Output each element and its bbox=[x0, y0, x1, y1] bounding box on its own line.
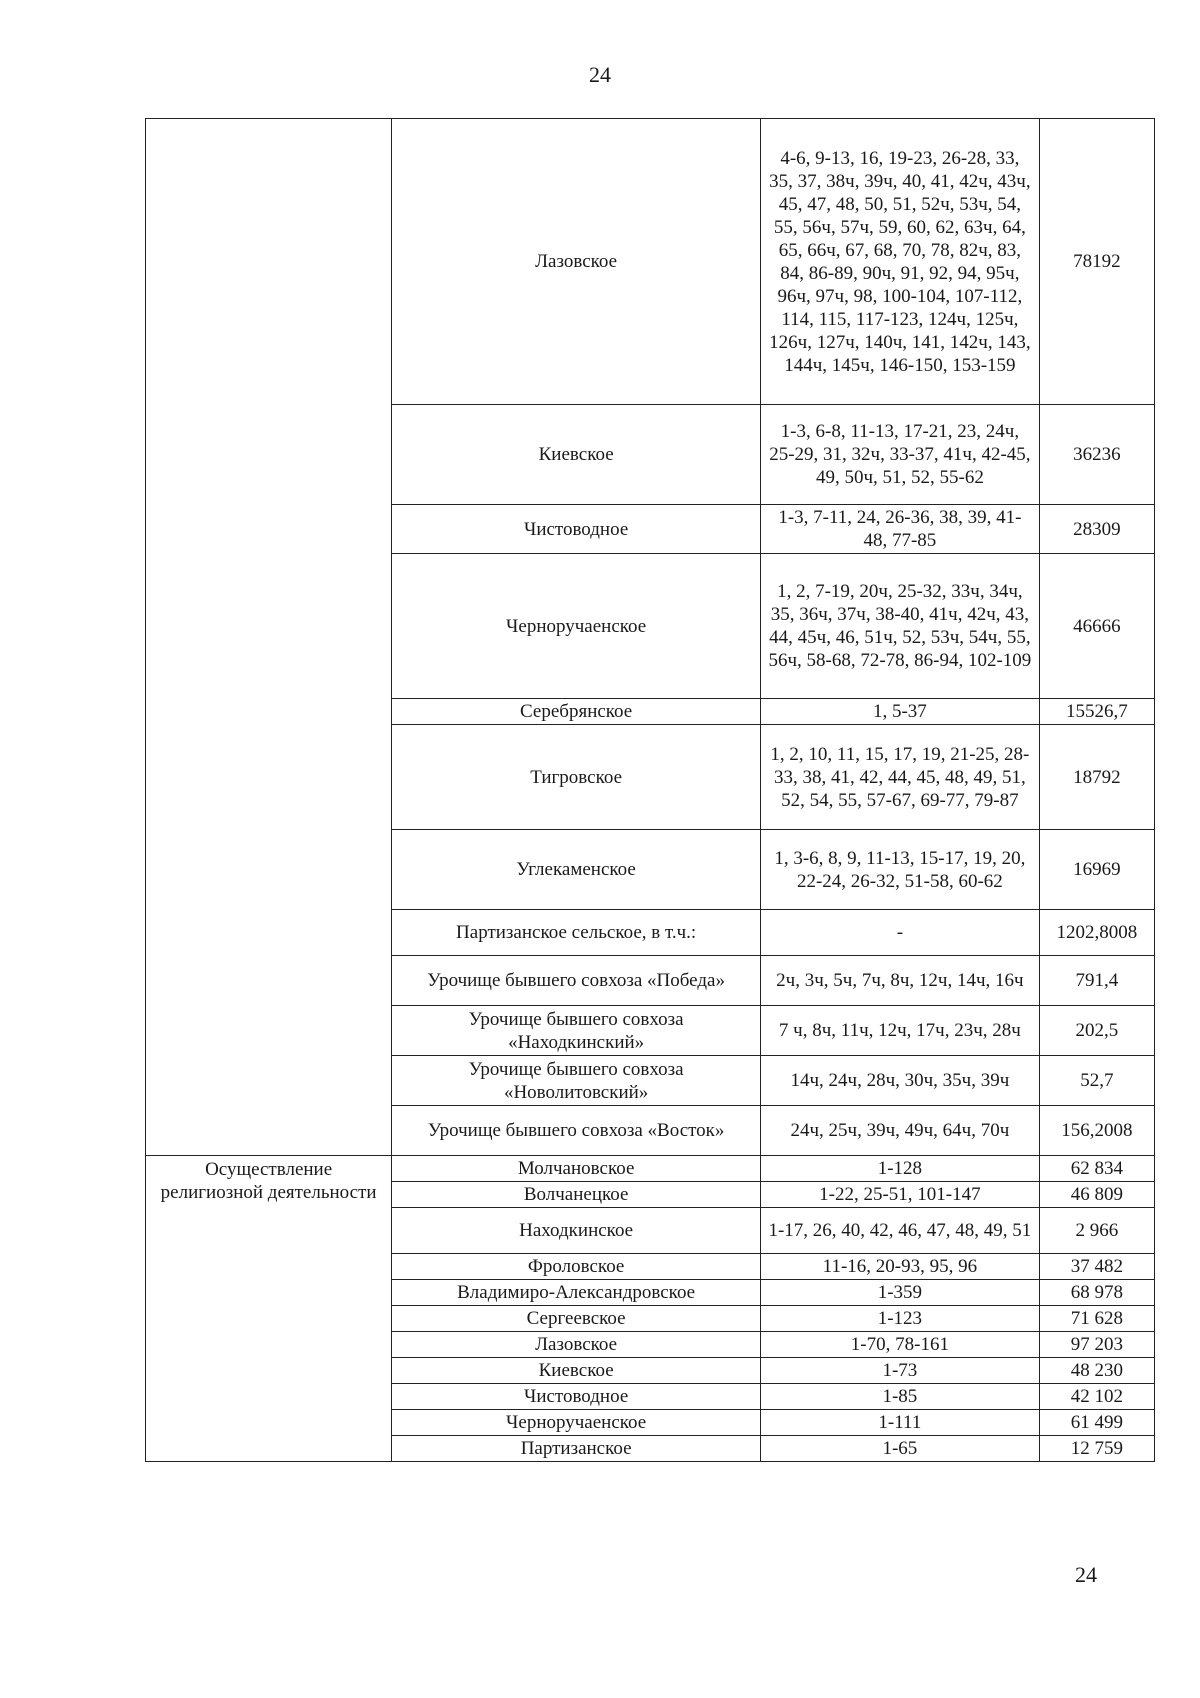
location-cell: Черноручаенское bbox=[392, 1410, 761, 1436]
area-cell: 791,4 bbox=[1039, 956, 1154, 1006]
location-cell: Тигровское bbox=[392, 725, 761, 830]
page-number-top: 24 bbox=[589, 62, 611, 87]
sections-cell: 1-85 bbox=[761, 1384, 1040, 1410]
area-cell: 202,5 bbox=[1039, 1006, 1154, 1056]
area-cell: 97 203 bbox=[1039, 1332, 1154, 1358]
location-cell: Урочище бывшего совхоза «Восток» bbox=[392, 1106, 761, 1156]
activity-cell: Осуществление религиозной деятельности bbox=[146, 1156, 392, 1462]
location-cell: Владимиро-Александровское bbox=[392, 1280, 761, 1306]
sections-cell: 1-3, 6-8, 11-13, 17-21, 23, 24ч, 25-29, 31, 32ч, 33-37, 41ч, 42-45, 49, 50ч, 51, 52, 55-62 bbox=[761, 405, 1040, 505]
activity-cell-empty bbox=[146, 119, 392, 1156]
sections-cell: 1, 2, 10, 11, 15, 17, 19, 21-25, 28-33, 38, 41, 42, 44, 45, 48, 49, 51, 52, 54, 55, 57-67, 69-77, 79-87 bbox=[761, 725, 1040, 830]
area-cell: 52,7 bbox=[1039, 1056, 1154, 1106]
location-cell: Урочище бывшего совхоза «Победа» bbox=[392, 956, 761, 1006]
sections-cell: 14ч, 24ч, 28ч, 30ч, 35ч, 39ч bbox=[761, 1056, 1040, 1106]
location-cell: Чистоводное bbox=[392, 505, 761, 554]
sections-cell: 2ч, 3ч, 5ч, 7ч, 8ч, 12ч, 14ч, 16ч bbox=[761, 956, 1040, 1006]
table-row bbox=[146, 1156, 1155, 1182]
location-cell: Чистоводное bbox=[392, 1384, 761, 1410]
sections-cell: 1-359 bbox=[761, 1280, 1040, 1306]
location-cell: Партизанское сельское, в т.ч.: bbox=[392, 910, 761, 956]
area-cell: 12 759 bbox=[1039, 1436, 1154, 1462]
sections-cell: 1-17, 26, 40, 42, 46, 47, 48, 49, 51 bbox=[761, 1208, 1040, 1254]
table-row bbox=[146, 119, 1155, 405]
area-cell: 48 230 bbox=[1039, 1358, 1154, 1384]
location-cell: Партизанское bbox=[392, 1436, 761, 1462]
location-cell: Урочище бывшего совхоза «Находкинский» bbox=[392, 1006, 761, 1056]
location-cell: Лазовское bbox=[392, 119, 761, 405]
sections-cell: - bbox=[761, 910, 1040, 956]
location-cell: Находкинское bbox=[392, 1208, 761, 1254]
sections-cell: 1, 2, 7-19, 20ч, 25-32, 33ч, 34ч, 35, 36ч, 37ч, 38-40, 41ч, 42ч, 43, 44, 45ч, 46, 51ч, 52, 53ч, 54ч, 55, 56ч, 58-68, 72-78, 86-94, 102-109 bbox=[761, 554, 1040, 699]
table-body bbox=[146, 119, 1155, 1462]
area-cell: 46 809 bbox=[1039, 1182, 1154, 1208]
sections-cell: 1-73 bbox=[761, 1358, 1040, 1384]
area-cell: 1202,8008 bbox=[1039, 910, 1154, 956]
area-cell: 16969 bbox=[1039, 830, 1154, 910]
location-cell: Киевское bbox=[392, 1358, 761, 1384]
location-cell: Черноручаенское bbox=[392, 554, 761, 699]
area-cell: 71 628 bbox=[1039, 1306, 1154, 1332]
area-cell: 37 482 bbox=[1039, 1254, 1154, 1280]
forestry-table bbox=[145, 118, 1155, 1462]
area-cell: 68 978 bbox=[1039, 1280, 1154, 1306]
sections-cell: 7 ч, 8ч, 11ч, 12ч, 17ч, 23ч, 28ч bbox=[761, 1006, 1040, 1056]
area-cell: 78192 bbox=[1039, 119, 1154, 405]
location-cell: Фроловское bbox=[392, 1254, 761, 1280]
sections-cell: 1-70, 78-161 bbox=[761, 1332, 1040, 1358]
location-cell: Молчановское bbox=[392, 1156, 761, 1182]
sections-cell: 1, 5-37 bbox=[761, 699, 1040, 725]
location-cell: Сергеевское bbox=[392, 1306, 761, 1332]
location-cell: Волчанецкое bbox=[392, 1182, 761, 1208]
area-cell: 156,2008 bbox=[1039, 1106, 1154, 1156]
sections-cell: 1-123 bbox=[761, 1306, 1040, 1332]
area-cell: 2 966 bbox=[1039, 1208, 1154, 1254]
area-cell: 62 834 bbox=[1039, 1156, 1154, 1182]
sections-cell: 1-65 bbox=[761, 1436, 1040, 1462]
location-cell: Лазовское bbox=[392, 1332, 761, 1358]
location-cell: Углекаменское bbox=[392, 830, 761, 910]
sections-cell: 24ч, 25ч, 39ч, 49ч, 64ч, 70ч bbox=[761, 1106, 1040, 1156]
area-cell: 18792 bbox=[1039, 725, 1154, 830]
location-cell: Урочище бывшего совхоза «Новолитовский» bbox=[392, 1056, 761, 1106]
document-table-wrapper bbox=[145, 118, 1155, 1462]
area-cell: 42 102 bbox=[1039, 1384, 1154, 1410]
sections-cell: 1, 3-6, 8, 9, 11-13, 15-17, 19, 20, 22-24, 26-32, 51-58, 60-62 bbox=[761, 830, 1040, 910]
location-cell: Серебрянское bbox=[392, 699, 761, 725]
sections-cell: 1-3, 7-11, 24, 26-36, 38, 39, 41-48, 77-85 bbox=[761, 505, 1040, 554]
area-cell: 61 499 bbox=[1039, 1410, 1154, 1436]
area-cell: 15526,7 bbox=[1039, 699, 1154, 725]
location-cell: Киевское bbox=[392, 405, 761, 505]
page-number-bottom: 24 bbox=[1075, 1562, 1097, 1587]
sections-cell: 4-6, 9-13, 16, 19-23, 26-28, 33, 35, 37, 38ч, 39ч, 40, 41, 42ч, 43ч, 45, 47, 48, 50, 51, 52ч, 53ч, 54, 55, 56ч, 57ч, 59, 60, 62, 63ч, 64, 65, 66ч, 67, 68, 70, 78, 82ч, 83, 84, 86-89, 90ч, 91, 92, 94, 95ч, 96ч, 97ч, 98, 100-104, 107-112, 114, 115, 117-123, 124ч, 125ч, 126ч, 127ч, 140ч, 141, 142ч, 143, 144ч, 145ч, 146-150, 153-159 bbox=[761, 119, 1040, 405]
area-cell: 46666 bbox=[1039, 554, 1154, 699]
sections-cell: 1-128 bbox=[761, 1156, 1040, 1182]
sections-cell: 11-16, 20-93, 95, 96 bbox=[761, 1254, 1040, 1280]
sections-cell: 1-22, 25-51, 101-147 bbox=[761, 1182, 1040, 1208]
area-cell: 28309 bbox=[1039, 505, 1154, 554]
sections-cell: 1-111 bbox=[761, 1410, 1040, 1436]
area-cell: 36236 bbox=[1039, 405, 1154, 505]
